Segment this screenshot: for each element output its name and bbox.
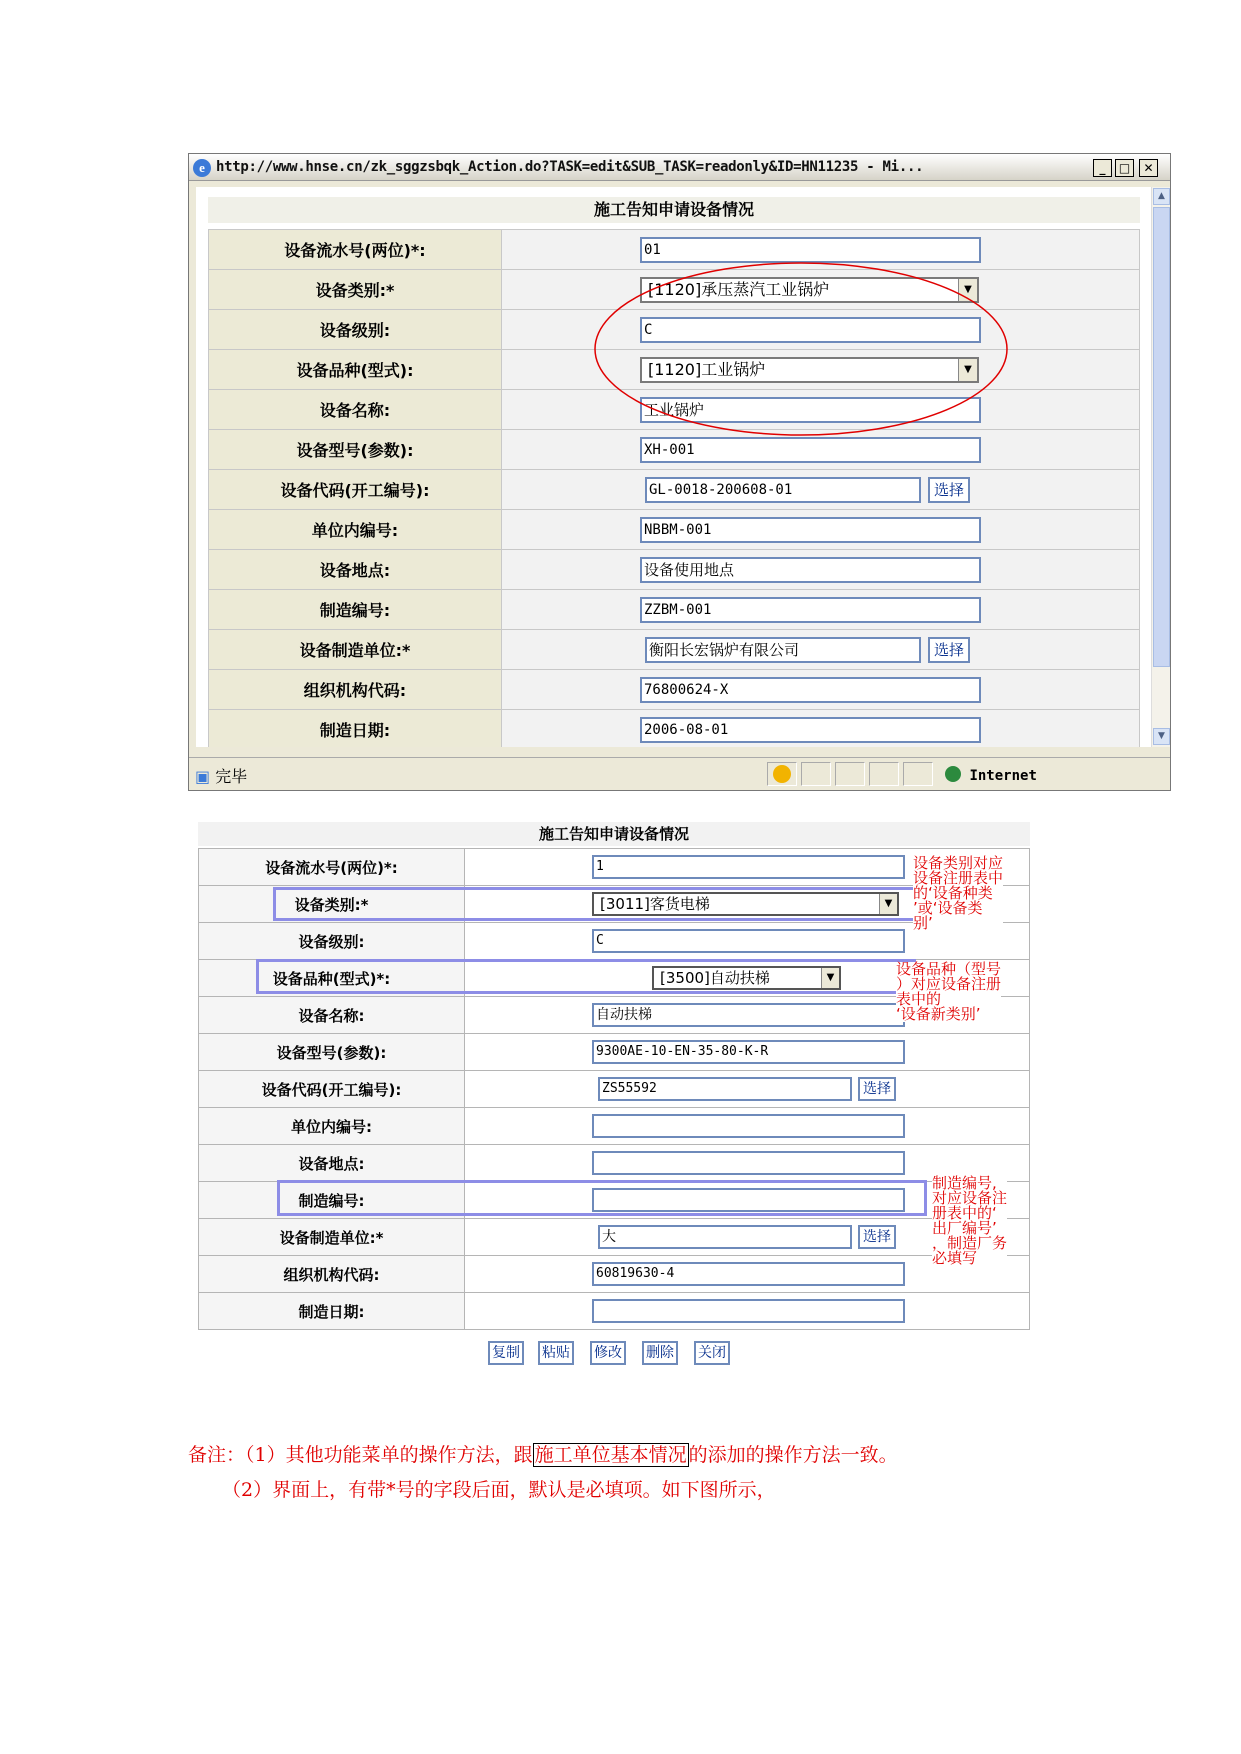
field-label: 设备地点: xyxy=(209,550,502,590)
paste-button[interactable]: 粘贴 xyxy=(538,1341,574,1365)
org-code-input[interactable]: 60819630-4 xyxy=(592,1262,905,1286)
field-label: 设备流水号(两位)*: xyxy=(209,230,502,270)
maximize-button[interactable]: □ xyxy=(1115,159,1134,177)
field-label: 制造编号: xyxy=(209,590,502,630)
form-row xyxy=(199,1293,1030,1330)
form-row xyxy=(199,849,1030,886)
form-row xyxy=(209,470,1140,510)
field-label: 设备名称: xyxy=(209,390,502,430)
model-input[interactable]: XH-001 xyxy=(640,437,981,463)
serial-no-input[interactable]: 1 xyxy=(592,855,905,879)
field-label: 设备制造单位:* xyxy=(209,630,502,670)
form-row xyxy=(209,630,1140,670)
page-icon: ▣ xyxy=(195,767,211,786)
variety-select-value: [3500]自动扶梯 xyxy=(660,969,770,987)
field-label: 制造日期: xyxy=(209,710,502,748)
close-form-button[interactable]: 关闭 xyxy=(694,1341,730,1365)
delete-button[interactable]: 删除 xyxy=(642,1341,678,1365)
security-zone: Internet xyxy=(945,766,1037,784)
field-label: 制造编号: xyxy=(199,1182,465,1219)
remark-link[interactable]: 施工单位基本情况 xyxy=(534,1444,687,1466)
form-row xyxy=(199,1145,1030,1182)
highlight-box-variety xyxy=(256,959,916,994)
field-label: 单位内编号: xyxy=(199,1108,465,1145)
warning-icon xyxy=(773,765,791,783)
field-label: 设备制造单位:* xyxy=(199,1219,465,1256)
form-row xyxy=(209,710,1140,748)
vertical-scrollbar[interactable] xyxy=(1151,187,1170,747)
highlight-box-manufacture-no xyxy=(277,1180,927,1216)
manufacture-date-input[interactable] xyxy=(592,1299,905,1323)
chevron-down-icon[interactable]: ▼ xyxy=(958,359,977,381)
field-label: 组织机构代码: xyxy=(209,670,502,710)
field-label: 设备型号(参数): xyxy=(199,1034,465,1071)
form-title-2: 施工告知申请设备情况 xyxy=(198,822,1030,846)
select-manufacturer-button[interactable]: 选择 xyxy=(858,1225,896,1249)
browser-window xyxy=(188,153,1171,791)
field-label: 组织机构代码: xyxy=(199,1256,465,1293)
select-code-button[interactable]: 选择 xyxy=(858,1077,896,1101)
form-row xyxy=(199,1219,1030,1256)
scroll-up-icon[interactable]: ▲ xyxy=(1153,188,1170,205)
form-row xyxy=(199,1256,1030,1293)
form-row xyxy=(209,510,1140,550)
modify-button[interactable]: 修改 xyxy=(590,1341,626,1365)
field-label: 设备品种(型式): xyxy=(209,350,502,390)
location-input[interactable]: 设备使用地点 xyxy=(640,557,981,583)
model-input[interactable]: 9300AE-10-EN-35-80-K-R xyxy=(592,1040,905,1064)
title-bar xyxy=(189,154,1170,181)
window-title: http://www.hnse.cn/zk_sggzsbqk_Action.do?TASK=edit&SUB_TASK=readonly&ID=HN11235 - Mi... xyxy=(216,159,924,175)
field-label: 制造日期: xyxy=(199,1293,465,1330)
note-manufacture-no: 制造编号, 对应设备注 册表中的‘ 出厂编号’ ，制造厂务 必填写 xyxy=(932,1174,1008,1267)
ie-logo-icon: e xyxy=(193,159,211,177)
name-input[interactable]: 工业锅炉 xyxy=(640,397,981,423)
field-label: 单位内编号: xyxy=(209,510,502,550)
form-row xyxy=(209,670,1140,710)
field-label: 设备类别:* xyxy=(199,886,465,923)
internal-no-input[interactable]: NBBM-001 xyxy=(640,517,981,543)
manufacturer-input[interactable]: 衡阳长宏锅炉有限公司 xyxy=(645,637,921,663)
field-label: 设备名称: xyxy=(199,997,465,1034)
category-select-value: [1120]承压蒸汽工业锅炉 xyxy=(648,280,830,299)
form-row xyxy=(199,1034,1030,1071)
chevron-down-icon[interactable]: ▼ xyxy=(821,968,839,988)
location-input[interactable] xyxy=(592,1151,905,1175)
form-row xyxy=(209,550,1140,590)
manufacture-no-input[interactable]: ZZBM-001 xyxy=(640,597,981,623)
category-select-value: [3011]客货电梯 xyxy=(600,895,710,913)
note-category: 设备类别对应 设备注册表中 的‘设备种类 ’或‘设备类 别’ xyxy=(913,854,1004,932)
field-label: 设备型号(参数): xyxy=(209,430,502,470)
copy-button[interactable]: 复制 xyxy=(488,1341,524,1365)
chevron-down-icon[interactable]: ▼ xyxy=(958,279,977,301)
status-text: ▣ 完毕 xyxy=(195,767,248,786)
remark-line-2: （2）界面上，有带*号的字段后面，默认是必填项。如下图所示， xyxy=(222,1479,776,1501)
equipment-code-input[interactable]: GL-0018-200608-01 xyxy=(645,477,921,503)
form-title: 施工告知申请设备情况 xyxy=(208,197,1140,223)
field-label: 设备类别:* xyxy=(209,270,502,310)
org-code-input[interactable]: 76800624-X xyxy=(640,677,981,703)
globe-icon xyxy=(945,766,961,782)
highlight-ellipse xyxy=(591,259,1011,439)
equipment-code-input[interactable]: ZS55592 xyxy=(598,1077,852,1101)
field-label: 设备代码(开工编号): xyxy=(199,1071,465,1108)
field-label: 设备地点: xyxy=(199,1145,465,1182)
page-content xyxy=(196,187,1151,747)
close-button[interactable]: ✕ xyxy=(1139,159,1158,177)
internal-no-input[interactable] xyxy=(592,1114,905,1138)
form-row xyxy=(199,923,1030,960)
field-label: 设备品种(型式)*: xyxy=(199,960,465,997)
status-bar xyxy=(189,757,1170,790)
select-code-button[interactable]: 选择 xyxy=(928,477,970,503)
variety-select-value: [1120]工业锅炉 xyxy=(648,360,766,379)
serial-no-input[interactable]: 01 xyxy=(640,237,981,263)
status-cell xyxy=(801,762,831,786)
field-label: 设备流水号(两位)*: xyxy=(199,849,465,886)
manufacture-date-input[interactable]: 2006-08-01 xyxy=(640,717,981,743)
status-cell xyxy=(835,762,865,786)
manufacturer-input[interactable]: 大 xyxy=(598,1225,852,1249)
note-variety: 设备品种（型号 ）对应设备注册 表中的 ‘设备新类别’ xyxy=(896,960,1002,1023)
scroll-down-icon[interactable]: ▼ xyxy=(1153,728,1170,745)
minimize-button[interactable]: _ xyxy=(1093,159,1112,177)
status-cell xyxy=(903,762,933,786)
form-row xyxy=(199,1071,1030,1108)
scroll-thumb[interactable] xyxy=(1153,207,1170,667)
remark-line-1: 备注：（1）其他功能菜单的操作方法，跟 施工单位基本情况 的添加的操作方法一致。 xyxy=(188,1444,898,1466)
select-manufacturer-button[interactable]: 选择 xyxy=(928,637,970,663)
field-label: 设备级别: xyxy=(199,923,465,960)
field-label: 设备代码(开工编号): xyxy=(209,470,502,510)
chevron-down-icon[interactable]: ▼ xyxy=(879,894,897,914)
field-label: 设备级别: xyxy=(209,310,502,350)
level-input[interactable]: C xyxy=(592,929,905,953)
form-row xyxy=(209,590,1140,630)
form-row xyxy=(199,1108,1030,1145)
highlight-box-category xyxy=(273,887,916,921)
level-input[interactable]: C xyxy=(640,317,981,343)
status-cell xyxy=(767,762,797,786)
status-cell xyxy=(869,762,899,786)
name-input[interactable]: 自动扶梯 xyxy=(592,1003,905,1027)
